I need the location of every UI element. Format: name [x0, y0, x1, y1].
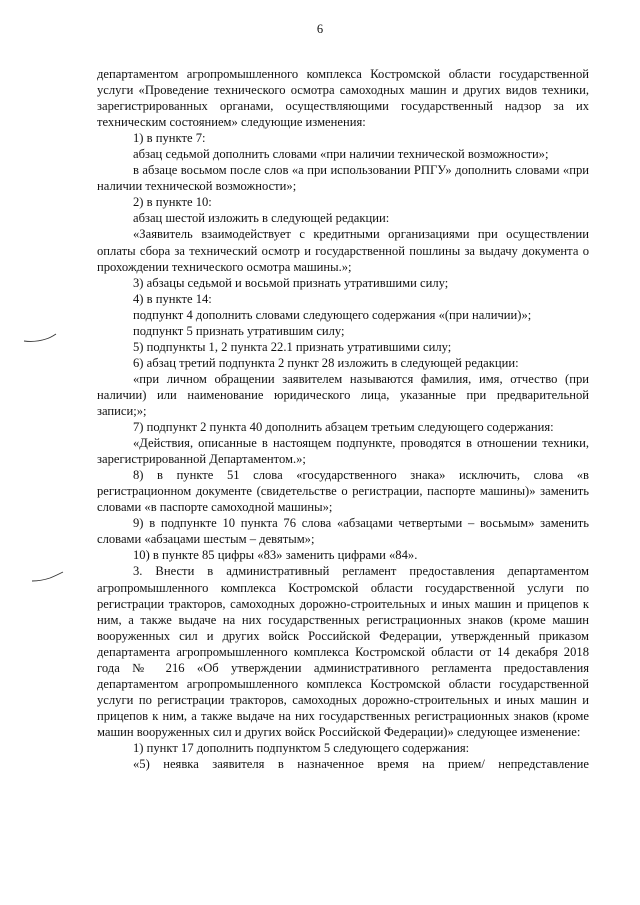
paragraph: 8) в пункте 51 слова «государственного знака» исключить, слова «в регистрационном документе (свидетельстве о регистрации, паспорте машины)» заменить словами «в паспорте самоходной машины»; — [97, 468, 589, 515]
margin-pen-mark — [30, 570, 66, 584]
paragraph: 3. Внести в административный регламент предоставления департаментом агропромышленного комплекса Костромской области государственной услуги по регистрации тракторов, самоходных дорожно-строительных и иных машин и прицепов к ним, а также выдаче на них государственных регистрационных знаков (кроме машин вооруженных сил и других войск Российской Федерации, утвержденный приказом департамента агропромышленного комплекса Костромской области от 14 декабря 2018 года № 216 «Об утверждении административного регламента предоставления департаментом агропромышленного комплекса Костромской области государственной услуги по регистрации тракторов, самоходных дорожно-строительных и иных машин и прицепов к ним, а также выдаче на них государственных регистрационных знаков (кроме машин вооруженных сил и других войск Российской Федерации)» следующее изменение: — [97, 564, 589, 739]
paragraph: абзац шестой изложить в следующей редакции: — [133, 211, 390, 226]
paragraph: 1) в пункте 7: — [133, 131, 206, 146]
paragraph: департаментом агропромышленного комплекса Костромской области государственной услуги «Проведение технического осмотра самоходных машин и других видов техники, зарегистрированных органами, осуществляющими государственный надзор за их техническим состоянием» следующие изменения: — [97, 67, 589, 130]
paragraph: 1) пункт 17 дополнить подпунктом 5 следующего содержания: — [133, 740, 470, 755]
paragraph: «5) неявка заявителя в назначенное время на прием/ непредставление — [133, 757, 589, 772]
paragraph: 2) в пункте 10: — [133, 195, 212, 210]
paragraph: «Заявитель взаимодействует с кредитными организациями при осуществлении оплаты сбора за технический осмотр и государственной пошлины за выдачу документа о прохождении технического осмотра машины.»; — [97, 227, 589, 274]
paragraph: абзац седьмой дополнить словами «при наличии технической возможности»; — [133, 147, 549, 162]
paragraph: 6) абзац третий подпункта 2 пункт 28 изложить в следующей редакции: — [133, 355, 519, 370]
paragraph: 5) подпункты 1, 2 пункта 22.1 признать утратившими силу; — [133, 339, 452, 354]
paragraph: подпункт 5 признать утратившим силу; — [133, 323, 345, 338]
paragraph: 9) в подпункте 10 пункта 76 слова «абзацами четвертыми – восьмым» заменить словами «абзацами шестым – девятым»; — [97, 516, 589, 547]
paragraph: 4) в пункте 14: — [133, 291, 212, 306]
paragraph: 3) абзацы седьмой и восьмой признать утратившими силу; — [133, 275, 449, 290]
paragraph: подпункт 4 дополнить словами следующего содержания «(при наличии)»; — [133, 307, 532, 322]
document-body — [97, 66, 589, 772]
paragraph: «при личном обращении заявителем называются фамилия, имя, отчество (при наличии) или наименование юридического лица, указанные при предварительной записи;»; — [97, 371, 589, 418]
margin-pen-mark — [22, 331, 58, 345]
paragraph: 10) в пункте 85 цифры «83» заменить цифрами «84». — [133, 548, 418, 563]
page-number: 6 — [316, 22, 324, 36]
paragraph: 7) подпункт 2 пункта 40 дополнить абзацем третьим следующего содержания: — [133, 420, 554, 435]
paragraph: «Действия, описанные в настоящем подпункте, проводятся в отношении техники, зарегистрированной Департаментом.»; — [97, 436, 589, 467]
paragraph: в абзаце восьмом после слов «а при использовании РПГУ» дополнить словами «при наличии технической возможности»; — [97, 163, 589, 194]
